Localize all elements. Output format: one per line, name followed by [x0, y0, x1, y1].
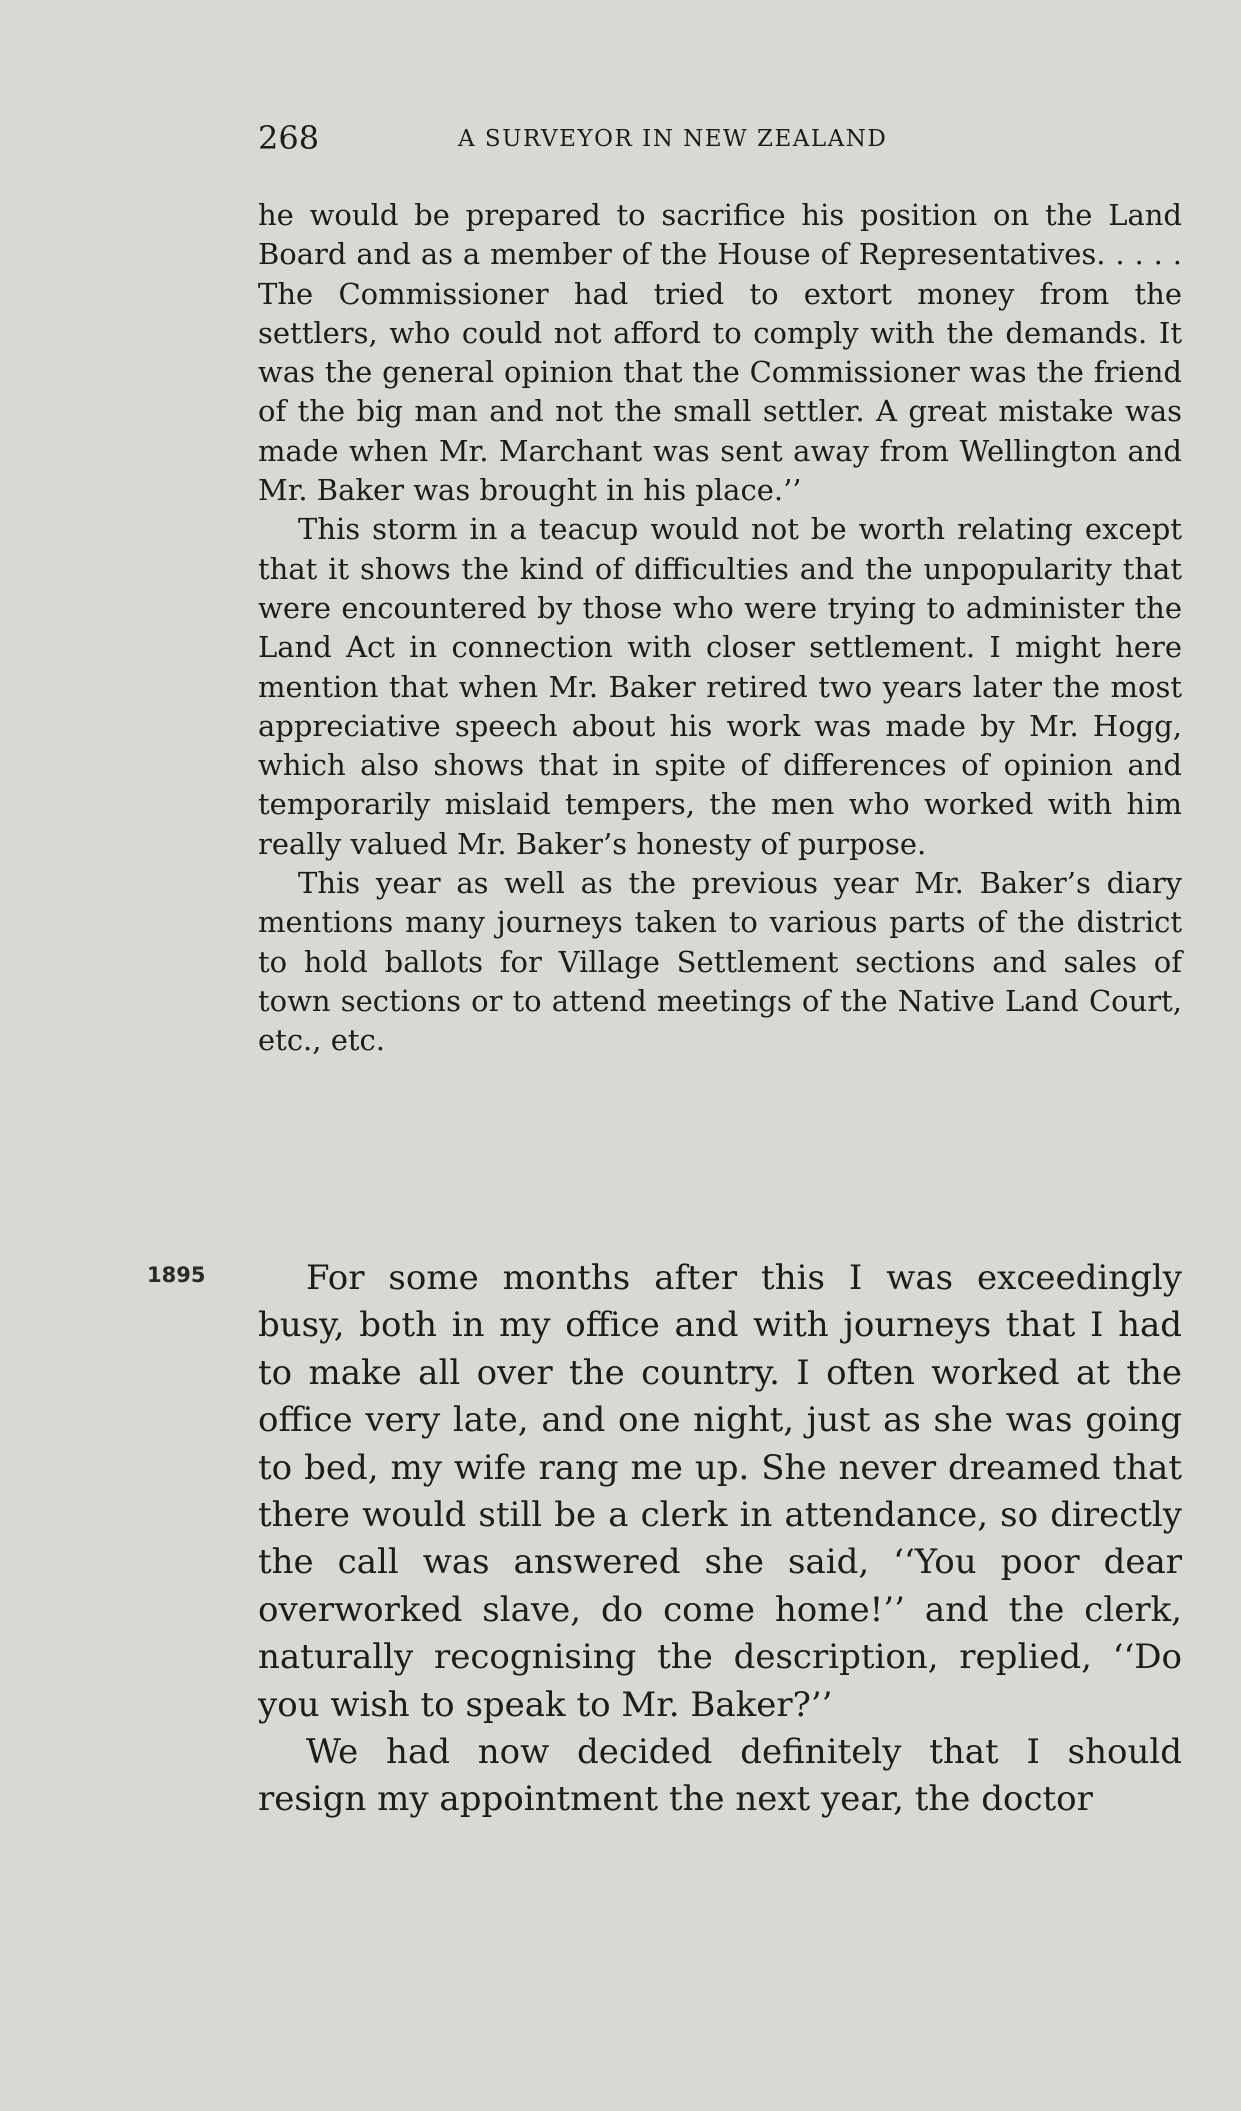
- paragraph: This year as well as the previous year Mr. Baker’s diary mentions many journeys taken to various parts of the district to hold ballots for Village Settlement sections and sales of town sections or to attend meetings of the Native Land Court, etc., etc.: [258, 866, 1182, 1058]
- paragraph: We had now decided definitely that I should resign my appointment the next year, the doctor: [258, 1732, 1182, 1820]
- body-text-large: [258, 1255, 1182, 1824]
- page-number: 268: [258, 119, 320, 157]
- margin-year-note: 1895: [147, 1263, 206, 1287]
- page-header: [258, 118, 1182, 158]
- paragraph: For some months after this I was exceedingly busy, both in my office and with journeys that I had to make all over the country. I often worked at the office very late, and one night, just as she was going to bed, my wife rang me up. She never dreamed that there would still be a clerk in attendance, so directly the call was answered she said, ‘‘You poor dear overworked slave, do come home!’’ and the clerk, naturally recognising the description, replied, ‘‘Do you wish to speak to Mr. Baker?’’: [258, 1258, 1182, 1725]
- running-title: A SURVEYOR IN NEW ZEALAND: [458, 126, 888, 152]
- paragraph: This storm in a teacup would not be worth relating except that it shows the kind of difficulties and the unpopularity that were encountered by those who were trying to administer the Land Act in connection with closer settlement. I might here mention that when Mr. Baker retired two years later the most appreciative speech about his work was made by Mr. Hogg, which also shows that in spite of differences of opinion and temporarily mislaid tempers, the men who worked with him really valued Mr. Baker’s honesty of purpose.: [258, 512, 1182, 861]
- paragraph: he would be prepared to sacrifice his position on the Land Board and as a member of the House of Representatives. . . . . The Commissioner had tried to extort money from the settlers, who could not afford to comply with the demands. It was the general opinion that the Commissioner was the friend of the big man and not the small settler. A great mistake was made when Mr. Marchant was sent away from Wellington and Mr. Baker was brought in his place.’’: [258, 198, 1182, 508]
- body-text-small: [258, 196, 1182, 1061]
